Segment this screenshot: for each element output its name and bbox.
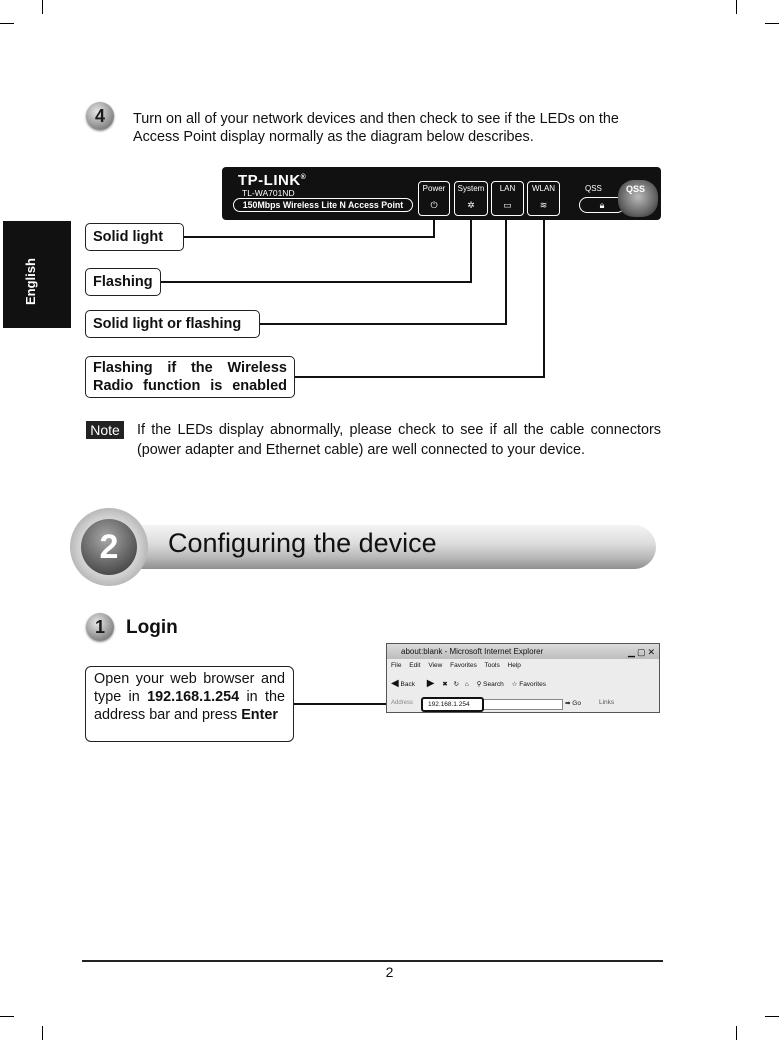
model-number: TL-WA701ND <box>242 188 295 198</box>
browser-menu-bar <box>391 662 521 669</box>
callout-wlan-text: Flashing if the Wireless Radio function is enabled <box>93 360 287 394</box>
step-4-text: Turn on all of your network devices and then check to see if the LEDs on the Access Point display normally as the diagram below describes. <box>133 111 619 145</box>
browser-title-bar <box>387 644 659 659</box>
wlan-led-label: WLAN <box>531 184 556 193</box>
browser-title: about:blank - Microsoft Internet Explorer <box>401 647 544 656</box>
login-instruction-text: Open your web browser and type in <box>94 671 285 705</box>
go-label: Go <box>572 700 581 707</box>
step-4-badge: 4 <box>86 102 114 130</box>
window-controls-icon: ▁▢✕ <box>628 647 657 657</box>
lan-led <box>491 181 524 216</box>
section-number: 2 <box>81 519 137 575</box>
favorites-label: Favorites <box>519 681 546 688</box>
forward-icon: ▶ <box>426 678 435 689</box>
qss-button-label: QSS <box>626 184 646 194</box>
wlan-led <box>527 181 560 216</box>
menu-file: File <box>391 662 402 669</box>
menu-view: View <box>428 662 443 669</box>
menu-tools: Tools <box>484 662 500 669</box>
power-icon: ⏻ <box>430 200 438 210</box>
callout-power: Solid light <box>85 223 184 251</box>
wifi-icon: ≋ <box>539 200 548 210</box>
device-description: 150Mbps Wireless Lite N Access Point <box>233 198 413 212</box>
qss-led-label: QSS <box>585 184 602 193</box>
search-label: Search <box>483 681 504 688</box>
system-icon: ✲ <box>467 200 475 210</box>
login-instruction <box>85 666 294 742</box>
stop-icon: ✖ <box>442 681 448 688</box>
menu-help: Help <box>507 662 521 669</box>
system-led <box>454 181 488 216</box>
lan-icon: ▭ <box>503 200 512 210</box>
power-led <box>418 181 450 216</box>
page-number: 2 <box>385 964 394 980</box>
links-label: Links <box>599 699 615 706</box>
back-label: Back <box>400 681 415 688</box>
browser-toolbar <box>391 678 657 689</box>
login-title: Login <box>126 617 178 638</box>
system-led-label: System <box>457 184 485 193</box>
note-badge: Note <box>86 421 124 439</box>
menu-edit: Edit <box>409 662 421 669</box>
go-button: ➡ Go <box>565 700 581 707</box>
login-instruction-text: in the address bar and press <box>94 689 285 723</box>
callout-wlan <box>85 356 295 398</box>
back-icon: ◀ <box>391 678 399 689</box>
login-step-badge: 1 <box>86 613 114 641</box>
language-tab-label: English <box>23 258 38 305</box>
address-highlight: 192.168.1.254 <box>421 697 484 712</box>
search-icon: ⚲ <box>476 681 482 688</box>
address-label: Address <box>391 700 414 706</box>
brand-logo: TP-LINK® <box>238 172 307 189</box>
footer-rule <box>82 960 663 962</box>
refresh-icon: ↻ <box>453 681 460 688</box>
power-led-label: Power <box>422 184 446 193</box>
section-title: Configuring the device <box>168 528 437 558</box>
enter-key: Enter <box>241 707 278 723</box>
ip-address: 192.168.1.254 <box>147 689 240 705</box>
favorites-icon: ☆ <box>511 681 518 688</box>
callout-lan: Solid light or flashing <box>85 310 260 338</box>
callout-system: Flashing <box>85 268 161 296</box>
note-text: If the LEDs display abnormally, please check to see if all the cable connectors (power adapter and Ethernet cable) are well connected to your device. <box>137 422 661 458</box>
menu-favorites: Favorites <box>450 662 477 669</box>
qss-lock-icon: 🔒︎ <box>579 197 625 213</box>
home-icon: ⌂ <box>464 681 469 688</box>
lan-led-label: LAN <box>499 184 516 193</box>
